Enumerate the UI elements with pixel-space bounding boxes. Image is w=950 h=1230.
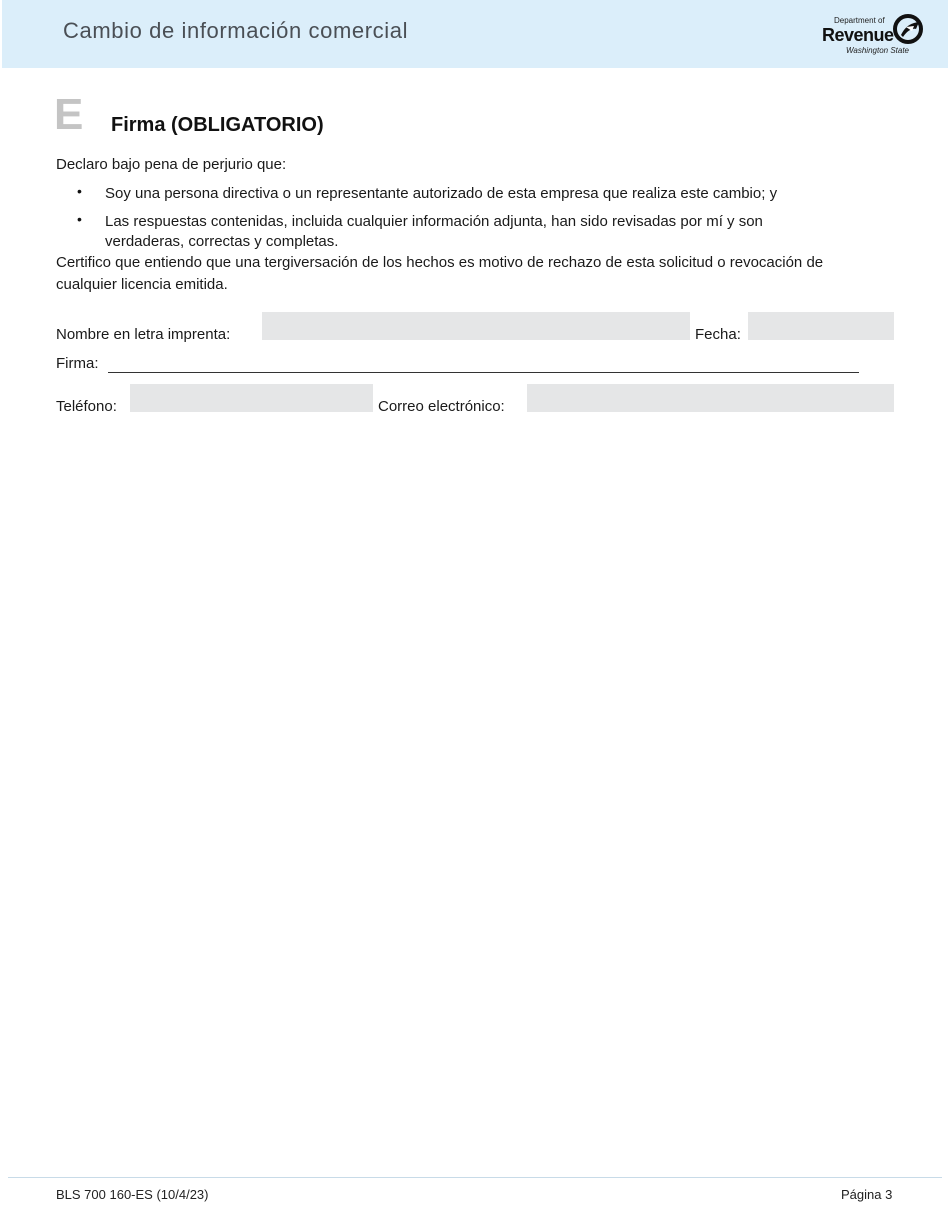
logo-revenue-text: Revenue (822, 25, 894, 45)
section-title: Firma (OBLIGATORIO) (111, 114, 324, 136)
email-label: Correo electrónico: (378, 398, 505, 415)
declaration-bullet-2: Las respuestas contenidas, incluida cualquier información adjunta, han sido revisadas por mí y son (105, 213, 763, 230)
logo-state-text: Washington State (846, 46, 910, 55)
section-letter: E (54, 90, 84, 139)
form-id: BLS 700 160-ES (10/4/23) (56, 1187, 209, 1202)
printed-name-label: Nombre en letra imprenta: (56, 326, 231, 343)
logo-department-text: Department of (834, 16, 885, 25)
footer-divider (8, 1177, 942, 1178)
email-field[interactable] (527, 384, 894, 412)
date-field[interactable] (748, 312, 894, 340)
page-header (2, 0, 948, 68)
department-of-revenue-logo (822, 13, 932, 59)
certification-text-line-1: Certifico que entiendo que una tergiversación de los hechos es motivo de rechazo de esta solicitud o revocación de (56, 254, 824, 271)
document-title: Cambio de información comercial (63, 18, 409, 43)
bullet-icon: • (77, 211, 82, 227)
signature-line[interactable] (108, 372, 859, 373)
certification-text-line-2: cualquier licencia emitida. (56, 276, 228, 293)
printed-name-field[interactable] (262, 312, 690, 340)
declaration-intro: Declaro bajo pena de perjurio que: (56, 156, 287, 173)
page-number: Página 3 (841, 1187, 893, 1202)
bullet-icon: • (77, 183, 82, 199)
date-label: Fecha: (695, 326, 741, 343)
signature-label: Firma: (56, 355, 99, 372)
declaration-bullet-1: Soy una persona directiva o un representante autorizado de esta empresa que realiza este cambio; y (105, 185, 778, 202)
phone-field[interactable] (130, 384, 373, 412)
declaration-bullet-2-continued: verdaderas, correctas y completas. (105, 233, 339, 250)
phone-label: Teléfono: (56, 398, 117, 415)
dor-swoosh-logo-icon (892, 13, 924, 45)
